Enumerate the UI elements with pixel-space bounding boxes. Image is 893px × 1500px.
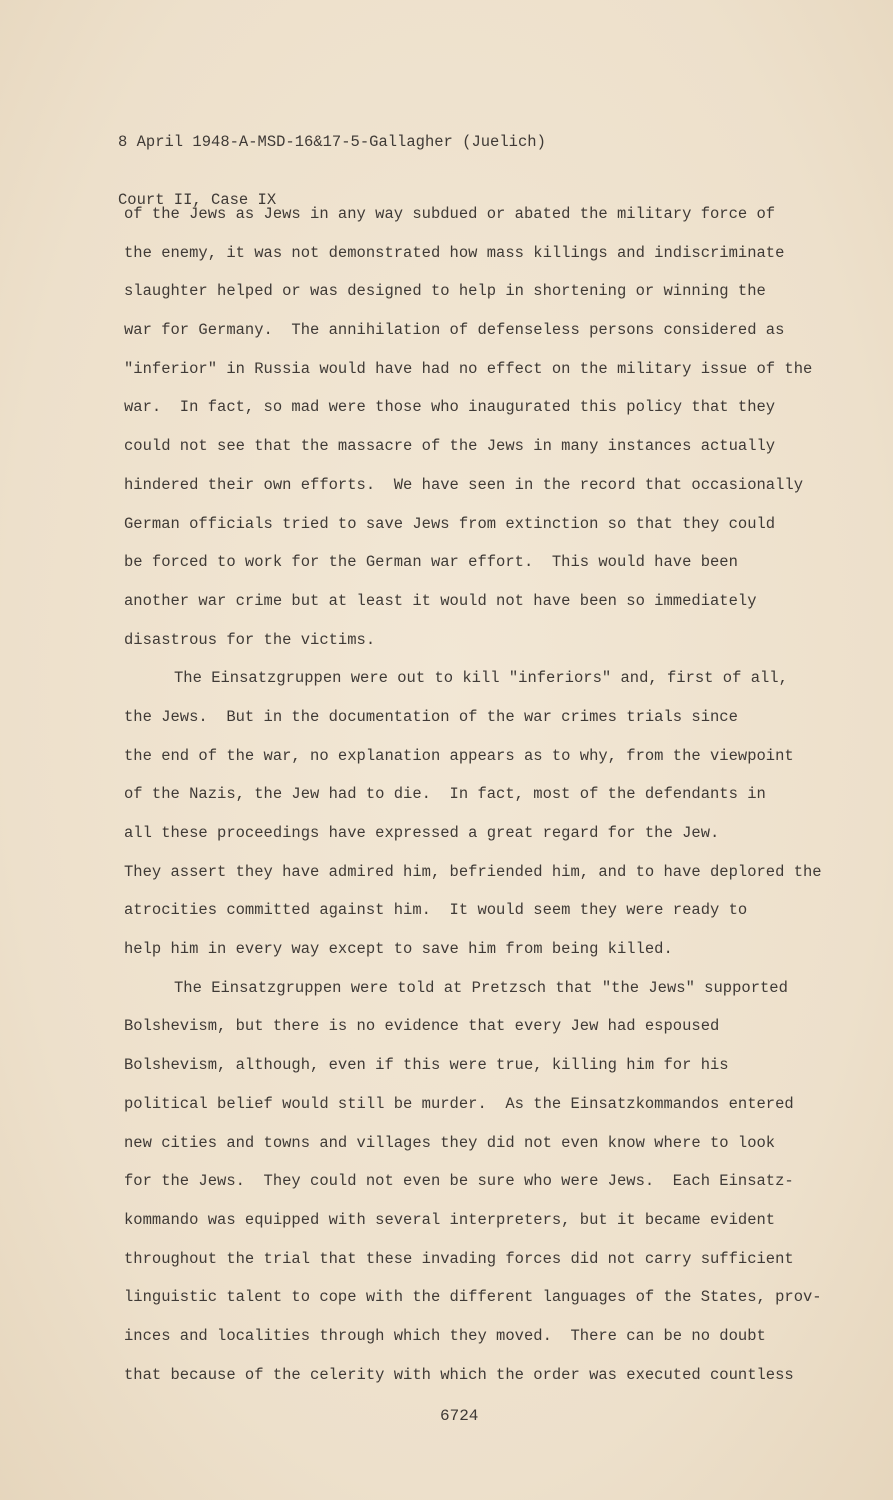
text-line: throughout the trial that these invading forces did not carry sufficient (124, 1249, 794, 1268)
text-line: Bolshevism, but there is no evidence that every Jew had espoused (124, 1017, 720, 1036)
text-line: the Jews. But in the documentation of the war crimes trials since (124, 707, 738, 726)
text-line: inces and localities through which they moved. There can be no doubt (124, 1326, 766, 1345)
document-body (124, 204, 884, 1403)
text-line: could not see that the massacre of the Jews in many instances actually (124, 437, 776, 456)
text-line: of the Nazis, the Jew had to die. In fact, most of the defendants in (124, 785, 766, 804)
text-line: new cities and towns and villages they did not even know where to look (124, 1133, 776, 1152)
text-line: German officials tried to save Jews from extinction so that they could (124, 514, 776, 533)
text-line: of the Jews as Jews in any way subdued or abated the military force of (124, 205, 776, 223)
text-line: that because of the celerity with which the order was executed countless (124, 1365, 794, 1384)
text-line: hindered their own efforts. We have seen in the record that occasionally (124, 475, 804, 494)
text-line: all these proceedings have expressed a great regard for the Jew. (124, 824, 720, 842)
text-line: be forced to work for the German war effort. This would have been (124, 553, 738, 572)
text-line: The Einsatzgruppen were told at Pretzsch that "the Jews" supported (174, 978, 788, 997)
text-line: war for Germany. The annihilation of defenseless persons considered as (124, 321, 785, 340)
text-line: They assert they have admired him, befriended him, and to have deplored the (124, 862, 822, 881)
text-line: the end of the war, no explanation appears as to why, from the viewpoint (124, 746, 794, 765)
text-line: help him in every way except to save him from being killed. (124, 940, 673, 959)
header-court-case: Court II, Case IX (118, 191, 277, 209)
text-line: Bolshevism, although, even if this were true, killing him for his (124, 1056, 729, 1075)
text-line: "inferior" in Russia would have had no effect on the military issue of the (124, 359, 813, 378)
text-line: slaughter helped or was designed to help in shortening or winning the (124, 282, 766, 301)
text-line: another war crime but at least it would not have been so immediately (124, 591, 757, 610)
text-line: disastrous for the victims. (124, 630, 376, 649)
header-reference: 8 April 1948-A-MSD-16&17-5-Gallagher (Juelich) (118, 133, 546, 151)
text-line: atrocities committed against him. It would seem they were ready to (124, 901, 748, 920)
text-line: The Einsatzgruppen were out to kill "inferiors" and, first of all, (174, 669, 788, 688)
page-number: 6724 (440, 1407, 479, 1425)
text-line: linguistic talent to cope with the different languages of the States, prov- (124, 1288, 822, 1307)
text-line: kommando was equipped with several interpreters, but it became evident (124, 1210, 776, 1229)
text-line: for the Jews. They could not even be sure who were Jews. Each Einsatz- (124, 1172, 794, 1191)
text-line: political belief would still be murder. As the Einsatzkommandos entered (124, 1094, 794, 1113)
text-line: war. In fact, so mad were those who inaugurated this policy that they (124, 398, 776, 417)
text-line: the enemy, it was not demonstrated how mass killings and indiscriminate (124, 243, 785, 262)
